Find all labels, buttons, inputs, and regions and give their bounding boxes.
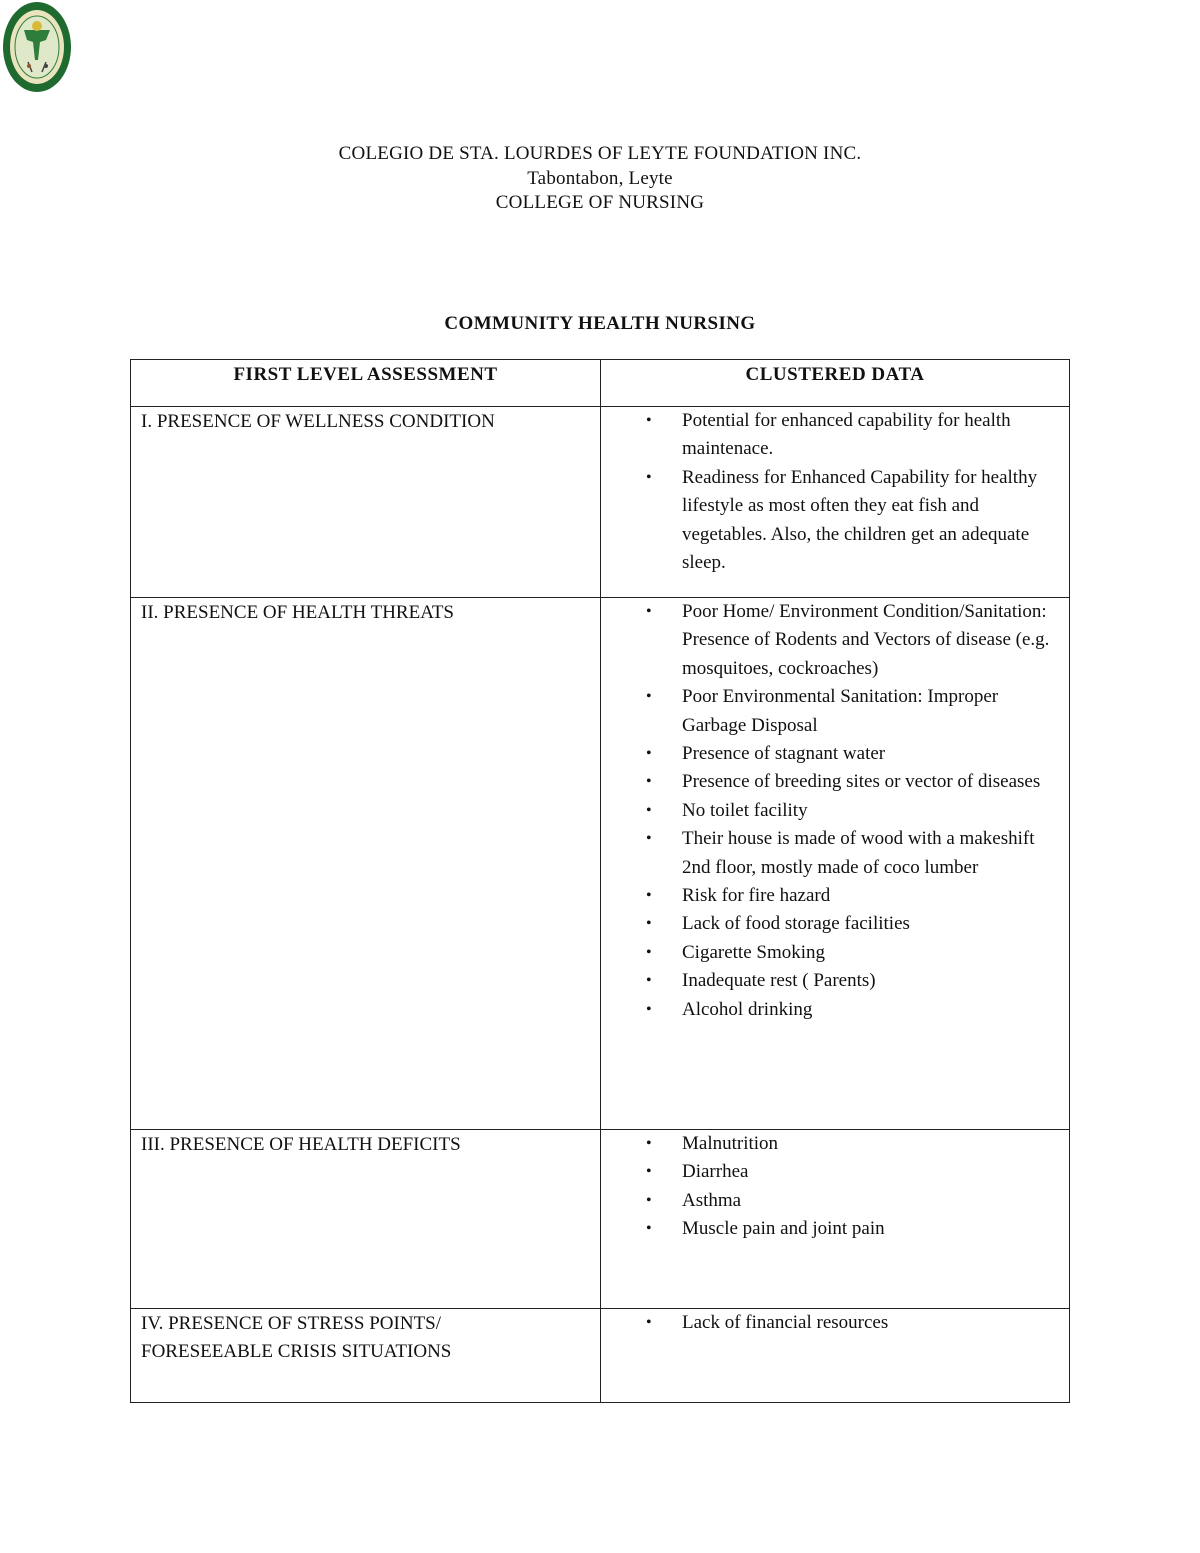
bullet-list: [601, 407, 1057, 577]
bullet-icon: •: [646, 412, 652, 429]
list-item: [646, 1187, 1057, 1215]
bullet-icon: •: [646, 801, 652, 819]
college-name: COLLEGE OF NURSING: [495, 192, 705, 213]
document-header: [0, 142, 1200, 216]
list-item: [646, 825, 1057, 882]
list-item: [646, 683, 1057, 740]
bullet-icon: •: [646, 1191, 652, 1209]
row-label-text: II. PRESENCE OF HEALTH THREATS: [141, 602, 454, 623]
header-right-label: CLUSTERED DATA: [745, 364, 925, 385]
institution-name: COLEGIO DE STA. LOURDES OF LEYTE FOUNDATION INC.: [338, 143, 862, 164]
bullet-icon: •: [646, 943, 652, 961]
bullet-icon: •: [646, 1163, 652, 1181]
bullet-icon: •: [646, 688, 652, 706]
row-label: [131, 407, 601, 598]
list-item: [646, 1309, 1057, 1337]
list-item-text: Presence of stagnant water: [682, 743, 886, 765]
list-item: [646, 882, 1057, 910]
header-clustered-data: [601, 360, 1070, 407]
list-item: [646, 598, 1057, 683]
table-header-row: [131, 360, 1070, 407]
list-item-text: Poor Home/ Environment Condition/Sanitation: Presence of Rodents and Vectors of disease (e.g. mosquitoes, cockroaches): [682, 601, 1050, 679]
table-row-stress-points: [131, 1309, 1070, 1403]
bullet-icon: •: [646, 1314, 652, 1331]
list-item: [646, 996, 1057, 1024]
table-row-health-threats: [131, 598, 1070, 1130]
row-label-text-continued: FORESEEABLE CRISIS SITUATIONS: [141, 1341, 452, 1363]
row-items: [601, 1130, 1070, 1309]
college-seal-logo: [2, 0, 72, 95]
header-left-label: FIRST LEVEL ASSESSMENT: [233, 364, 498, 385]
bullet-icon: •: [646, 603, 652, 620]
row-items: [601, 407, 1070, 598]
assessment-table: [130, 359, 1070, 1403]
row-label: [131, 1130, 601, 1309]
bullet-list: [601, 1309, 1057, 1337]
bullet-icon: •: [646, 830, 652, 848]
bullet-list: [601, 1130, 1057, 1244]
list-item-text: Muscle pain and joint pain: [682, 1218, 885, 1240]
bullet-icon: •: [646, 773, 652, 791]
list-item-text: No toilet facility: [682, 799, 808, 821]
list-item-text: Risk for fire hazard: [682, 885, 831, 907]
list-item: [646, 768, 1057, 796]
list-item: [646, 910, 1057, 938]
row-label: [131, 1309, 601, 1403]
bullet-icon: •: [646, 972, 652, 990]
list-item-text: Their house is made of wood with a makeshift 2nd floor, mostly made of coco lumber: [682, 828, 1035, 878]
institution-location: Tabontabon, Leyte: [527, 167, 673, 189]
list-item: [646, 407, 1057, 464]
row-label-text: IV. PRESENCE OF STRESS POINTS/: [141, 1313, 442, 1334]
list-item: [646, 939, 1057, 967]
list-item: [646, 464, 1057, 578]
table-row-wellness: [131, 407, 1070, 598]
list-item-text: Alcohol drinking: [682, 998, 813, 1020]
bullet-icon: •: [646, 1135, 652, 1152]
row-label-text: I. PRESENCE OF WELLNESS CONDITION: [141, 411, 495, 432]
list-item-text: Asthma: [682, 1189, 742, 1211]
list-item-text: Potential for enhanced capability for health maintenace.: [682, 410, 1011, 460]
list-item-text: Poor Environmental Sanitation: Improper Garbage Disposal: [682, 686, 999, 736]
list-item-text: Malnutrition: [682, 1133, 779, 1154]
list-item: [646, 967, 1057, 995]
row-label-text: III. PRESENCE OF HEALTH DEFICITS: [141, 1134, 461, 1155]
bullet-icon: •: [646, 1220, 652, 1238]
list-item-text: Lack of food storage facilities: [682, 913, 910, 935]
bullet-icon: •: [646, 887, 652, 905]
list-item: [646, 740, 1057, 768]
bullet-icon: •: [646, 1000, 652, 1018]
row-items: [601, 1309, 1070, 1403]
row-items: [601, 598, 1070, 1130]
list-item: [646, 1130, 1057, 1158]
bullet-icon: •: [646, 745, 652, 763]
list-item-text: Inadequate rest ( Parents): [682, 970, 876, 992]
list-item-text: Readiness for Enhanced Capability for healthy lifestyle as most often they eat fish and vegetables. Also, the children get an adequate sleep.: [682, 466, 1038, 574]
list-item-text: Lack of financial resources: [682, 1312, 889, 1333]
list-item: [646, 797, 1057, 825]
list-item-text: Presence of breeding sites or vector of diseases: [682, 771, 1041, 793]
document-title: COMMUNITY HEALTH NURSING: [444, 313, 756, 334]
header-first-level-assessment: [131, 360, 601, 407]
bullet-icon: •: [646, 915, 652, 933]
list-item: [646, 1215, 1057, 1243]
list-item-text: Diarrhea: [682, 1161, 749, 1183]
list-item-text: Cigarette Smoking: [682, 941, 826, 963]
table-row-health-deficits: [131, 1130, 1070, 1309]
bullet-list: [601, 598, 1057, 1024]
row-label: [131, 598, 601, 1130]
bullet-icon: •: [646, 468, 652, 486]
list-item: [646, 1158, 1057, 1186]
